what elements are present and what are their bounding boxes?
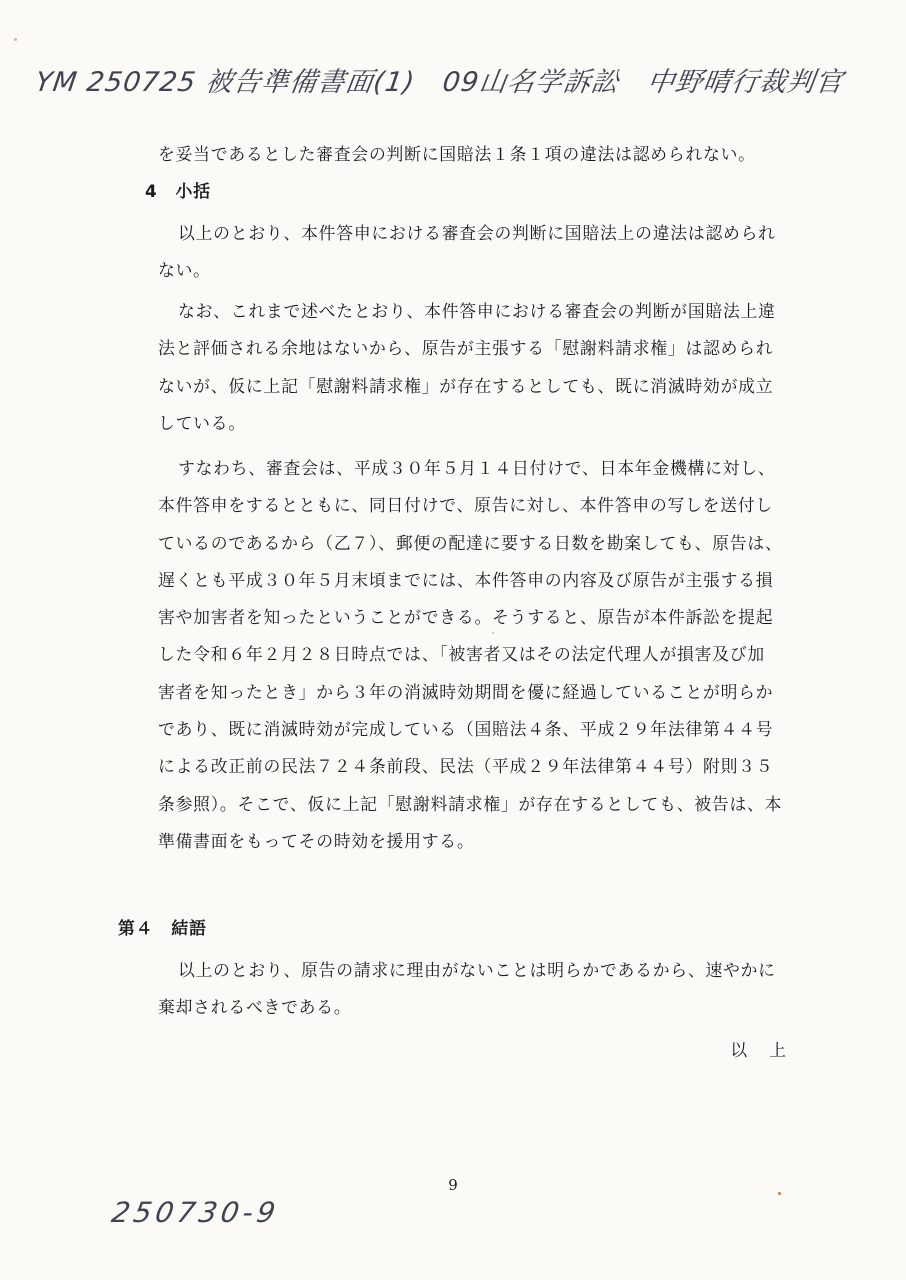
text-line: による改正前の民法７２４条前段、民法（平成２９年法律第４４号）附則３５ (158, 756, 774, 777)
text-line: ない。 (158, 260, 211, 281)
text-line: 遅くとも平成３０年５月末頃までには、本件答申の内容及び原告が主張する損 (158, 569, 774, 590)
page-number: 9 (448, 1176, 458, 1194)
text-line: 準備書面をもってその時効を援用する。 (158, 830, 475, 851)
text-line: 法と評価される余地はないから、原告が主張する「慰謝料請求権」は認められ (158, 338, 774, 359)
handwritten-annotation-bottom: 250730-9 (109, 1196, 282, 1229)
text-line: 以上のとおり、原告の請求に理由がないことは明らかであるから、速やかに (178, 960, 776, 980)
text-line: した令和６年２月２８日時点では、「被害者又はその法定代理人が損害及び加 (158, 644, 765, 665)
text-line: であり、既に消滅時効が完成している（国賠法４条、平成２９年法律第４４号 (158, 719, 774, 740)
paragraph-conclusion (158, 952, 818, 1027)
text-line: 害者を知ったとき」から３年の消滅時効期間を優に経過していることが明らか (158, 681, 774, 702)
text-line: を妥当であるとした審査会の判断に国賠法１条１項の違法は認められない。 (158, 144, 756, 164)
section-heading-conclusion: 第４ 結語 (118, 918, 207, 938)
text-line: 本件答申をするとともに、同日付けで、原告に対し、本件答申の写しを送付し (158, 495, 774, 516)
text-line: ているのであるから（乙７）、郵便の配達に要する日数を勘案しても、原告は、 (158, 532, 783, 553)
text-line: 以上のとおり、本件答申における審査会の判断に国賠法上の違法は認められ (178, 223, 776, 243)
end-mark: 以上 (730, 1040, 808, 1060)
paper-speck (492, 632, 494, 634)
paper-speck (14, 38, 17, 41)
text-line: なお、これまで述べたとおり、本件答申における審査会の判断が国賠法上違 (178, 301, 776, 321)
paragraph-continuation (158, 136, 818, 173)
text-line: ないが、仮に上記「慰謝料請求権」が存在するとしても、既に消滅時効が成立 (158, 375, 774, 396)
text-line: すなわち、審査会は、平成３０年５月１４日付けで、日本年金機構に対し、 (178, 458, 776, 478)
paper-speck (778, 1192, 781, 1195)
paragraph-prescription-intro (158, 293, 818, 442)
text-line: している。 (158, 412, 246, 433)
text-line: 条参照）。そこで、仮に上記「慰謝料請求権」が存在するとしても、被告は、本 (158, 793, 783, 814)
text-line: 害や加害者を知ったということができる。そうすると、原告が本件訴訟を提起 (158, 607, 774, 628)
handwritten-annotation-top: YM 250725 被告準備書面(1) 09山名学訴訟 中野晴行裁判官 (33, 67, 846, 98)
paragraph-prescription-detail (158, 450, 818, 860)
paragraph-summary (158, 215, 818, 290)
section-heading-summary: 4 小括 (145, 181, 212, 201)
text-line: 棄却されるべきである。 (158, 997, 352, 1018)
